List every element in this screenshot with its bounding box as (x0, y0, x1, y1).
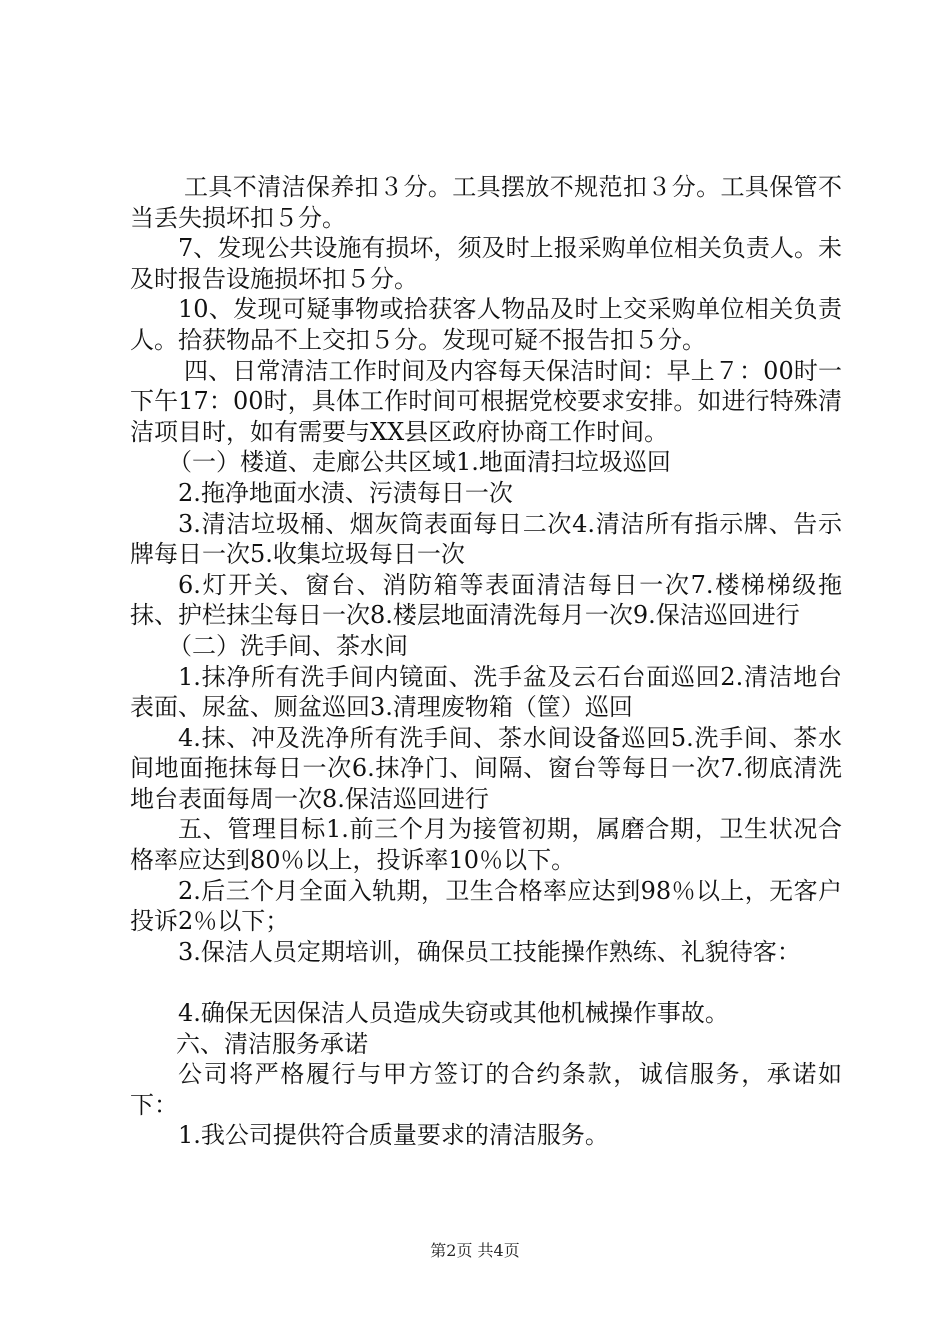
paragraph-section-4: 四、日常清洁工作时间及内容每天保洁时间：早上７：00时一下午17：00时，具体工作时间可根据党校要求安排。如进行特殊清洁项目时，如有需要与XX县区政府协商工作时间。 (130, 356, 842, 446)
paragraph-washroom-4: 4.抹、冲及洗净所有洗手间、茶水间设备巡回5.洗手间、茶水间地面拖抹每日一次6.抹净门、间隔、窗台等每日一次7.彻底清洗地台表面每周一次8.保洁巡回进行 (130, 723, 842, 813)
paragraph-subsection-1: （一）楼道、走廊公共区域1.地面清扫垃圾巡回 (168, 448, 671, 477)
paragraph-subsection-2: （二）洗手间、茶水间 (168, 631, 408, 660)
blank-line (130, 967, 842, 998)
paragraph-goal-4: 4.确保无因保洁人员造成失窃或其他机械操作事故。 (178, 999, 729, 1028)
paragraph-goal-3: 3.保洁人员定期培训，确保员工技能操作熟练、礼貌待客： (178, 937, 801, 966)
page-number-label: 第2页 共4页 (430, 1241, 520, 1260)
paragraph-tool-deductions: 工具不清洁保养扣３分。工具摆放不规范扣３分。工具保管不当丢失损坏扣５分。 (130, 173, 842, 232)
page-footer (0, 1241, 950, 1261)
paragraph-item-10: 10、发现可疑事物或拾获客人物品及时上交采购单位相关负责人。拾获物品不上交扣５分。发现可疑不报告扣５分。 (130, 295, 842, 354)
document-body (130, 172, 842, 1151)
paragraph-item-2: 2.拖净地面水渍、污渍每日一次 (178, 478, 513, 507)
paragraph-goal-2: 2.后三个月全面入轨期，卫生合格率应达到98％以上，无客户投诉2％以下； (130, 876, 842, 936)
paragraph-commitment-1: 1.我公司提供符合质量要求的清洁服务。 (178, 1121, 609, 1150)
paragraph-item-7: 7、发现公共设施有损坏，须及时上报采购单位相关负责人。未及时报告设施损坏扣５分。 (130, 234, 842, 293)
paragraph-section-6: 六、清洁服务承诺 (176, 1029, 368, 1058)
paragraph-item-3: 3.清洁垃圾桶、烟灰筒表面每日二次4.清洁所有指示牌、告示牌每日一次5.收集垃圾每日一次 (130, 509, 842, 569)
paragraph-washroom-1: 1.抹净所有洗手间内镜面、洗手盆及云石台面巡回2.清洁地台表面、尿盆、厕盆巡回3.清理废物箱（筐）巡回 (130, 662, 842, 722)
paragraph-section-5: 五、管理目标1.前三个月为接管初期，属磨合期，卫生状况合格率应达到80％以上，投诉率10％以下。 (130, 815, 842, 875)
paragraph-item-6: 6.灯开关、窗台、消防箱等表面清洁每日一次7.楼梯梯级拖抹、护栏抹尘每日一次8.楼层地面清洗每月一次9.保洁巡回进行 (130, 570, 842, 630)
paragraph-commitment-intro: 公司将严格履行与甲方签订的合约条款，诚信服务，承诺如下： (130, 1060, 842, 1119)
